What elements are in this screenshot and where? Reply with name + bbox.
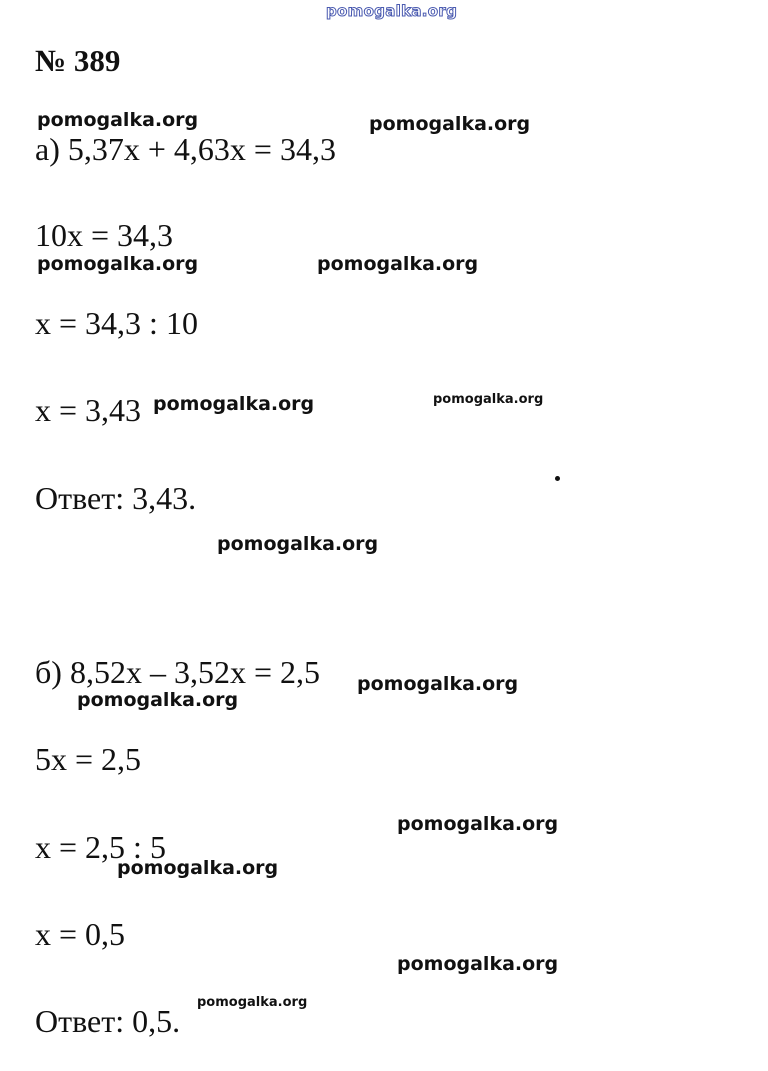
watermark: pomogalka.org (217, 533, 379, 555)
watermark: pomogalka.org (357, 673, 519, 695)
watermark: pomogalka.org (397, 953, 559, 975)
watermark: pomogalka.org (433, 392, 544, 407)
header-watermark: pomogalka.org (326, 2, 458, 20)
watermark: pomogalka.org (317, 253, 479, 275)
watermark: pomogalka.org (37, 253, 199, 275)
watermark: pomogalka.org (37, 109, 199, 131)
part-b-step-2: x = 2,5 : 5 (35, 829, 166, 865)
problem-number: № 389 (35, 43, 121, 78)
watermark: pomogalka.org (397, 813, 559, 835)
watermark: pomogalka.org (153, 393, 315, 415)
part-b-step-1: 5x = 2,5 (35, 741, 142, 777)
part-a-equation: а) 5,37x + 4,63x = 34,3 (35, 131, 336, 167)
watermark: pomogalka.org (197, 995, 308, 1010)
part-b-answer: Ответ: 0,5. (35, 1003, 181, 1039)
part-a-answer: Ответ: 3,43. (35, 480, 197, 516)
part-a-step-2: x = 34,3 : 10 (35, 305, 198, 341)
watermark: pomogalka.org (77, 689, 239, 711)
stray-dot (555, 476, 560, 481)
watermark: pomogalka.org (369, 113, 531, 135)
part-a-step-3: x = 3,43 (35, 392, 142, 428)
part-b-step-3: x = 0,5 (35, 916, 126, 952)
watermark: pomogalka.org (117, 857, 279, 879)
part-a-step-1: 10x = 34,3 (35, 217, 174, 253)
part-b-equation: б) 8,52x – 3,52x = 2,5 (35, 654, 320, 690)
